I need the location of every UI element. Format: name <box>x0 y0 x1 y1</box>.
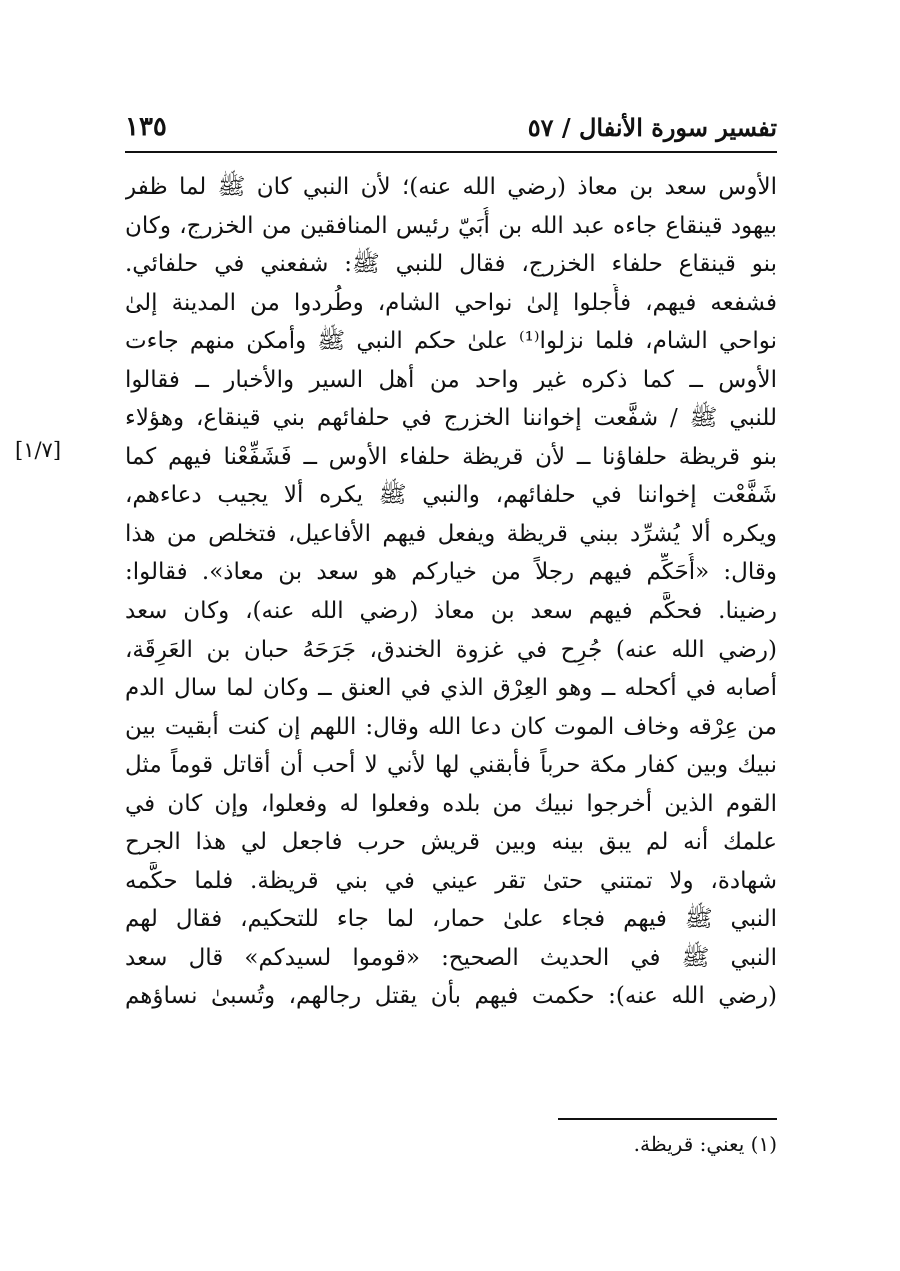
text-line: نواحي الشام، فلما نزلوا⁽¹⁾ علىٰ حكم النبي ﷺ وأمكن منهم جاءت <box>125 328 777 355</box>
text-line: للنبي ﷺ / شفَّعت إخواننا الخزرج في حلفائهم بني قينقاع، وهؤلاء <box>125 405 777 432</box>
footnote: (١) يعني: قريظة. <box>633 1132 777 1156</box>
text-line: شَفَّعْت إخواننا في حلفائهم، والنبي ﷺ يكره ألا يجيب دعاءهم، <box>125 482 777 509</box>
page-number: ١٣٥ <box>125 112 167 142</box>
text-line: بيهود قينقاع جاءه عبد الله بن أُبَيّ رئيس المنافقين من الخزرج، وكان <box>125 212 777 239</box>
header-divider <box>125 151 777 153</box>
marginal-reference: [١/٧] <box>15 438 62 462</box>
text-line: وقال: «أُحَكِّم فيهم رجلاً من خياركم هو سعد بن معاذ». فقالوا: <box>125 559 777 586</box>
page-header <box>125 100 777 152</box>
text-line: بنو قريظة حلفاؤنا ــ لأن قريظة حلفاء الأوس ــ فَشَفِّعْنا فيهم كما <box>125 443 777 470</box>
text-line: (رضي الله عنه) جُرِح في غزوة الخندق، جَرَحَهُ حبان بن العَرِقَة، <box>125 636 777 663</box>
text-line: ويكره ألا يُشرِّد ببني قريظة ويفعل فيهم الأفاعيل، فتخلص من هذا <box>125 520 777 547</box>
text-line: رضينا. فحكَّم فيهم سعد بن معاذ (رضي الله عنه)، وكان سعد <box>125 598 777 625</box>
text-line: النبي ﷺ في الحديث الصحيح: «قوموا لسيدكم» قال سعد <box>125 944 777 971</box>
footnote-divider <box>558 1118 777 1120</box>
running-title: تفسير سورة الأنفال / ٥٧ <box>527 113 777 142</box>
text-line: نبيك وبين كفار مكة حرباً فأبقني لها لأني لا أحب أن أقاتل قوماً مثل <box>125 752 777 779</box>
text-line: بنو قينقاع حلفاء الخزرج، فقال للنبي ﷺ: شفعني في حلفائي. <box>125 251 777 278</box>
text-line: الأوس سعد بن معاذ (رضي الله عنه)؛ لأن النبي كان ﷺ لما ظفر <box>125 174 777 200</box>
body-text <box>125 168 777 1016</box>
text-line: فشفعه فيهم، فأُجلوا إلىٰ نواحي الشام، وطُردوا من المدينة إلىٰ <box>125 289 777 316</box>
text-line: الأوس ــ كما ذكره غير واحد من أهل السير والأخبار ــ فقالوا <box>125 366 777 393</box>
text-line: القوم الذين أخرجوا نبيك من بلده وفعلوا له وفعلوا، وإن كان في <box>125 790 777 817</box>
text-line: أصابه في أكحله ــ وهو العِرْق الذي في العنق ــ وكان لما سال الدم <box>125 675 777 702</box>
text-line: النبي ﷺ فيهم فجاء علىٰ حمار، لما جاء للتحكيم، فقال لهم <box>125 906 777 933</box>
text-line: علمك أنه لم يبق بينه وبين قريش حرب فاجعل لي هذا الجرح <box>125 829 777 856</box>
text-line: من عِرْقه وخاف الموت كان دعا الله وقال: اللهم إن كنت أبقيت بين <box>125 713 777 740</box>
text-line: (رضي الله عنه): حكمت فيهم بأن يقتل رجالهم، وتُسبىٰ نساؤهم <box>125 983 777 1010</box>
text-line: شهادة، ولا تمتني حتىٰ تقر عيني في بني قريظة. فلما حكَّمه <box>125 867 777 894</box>
